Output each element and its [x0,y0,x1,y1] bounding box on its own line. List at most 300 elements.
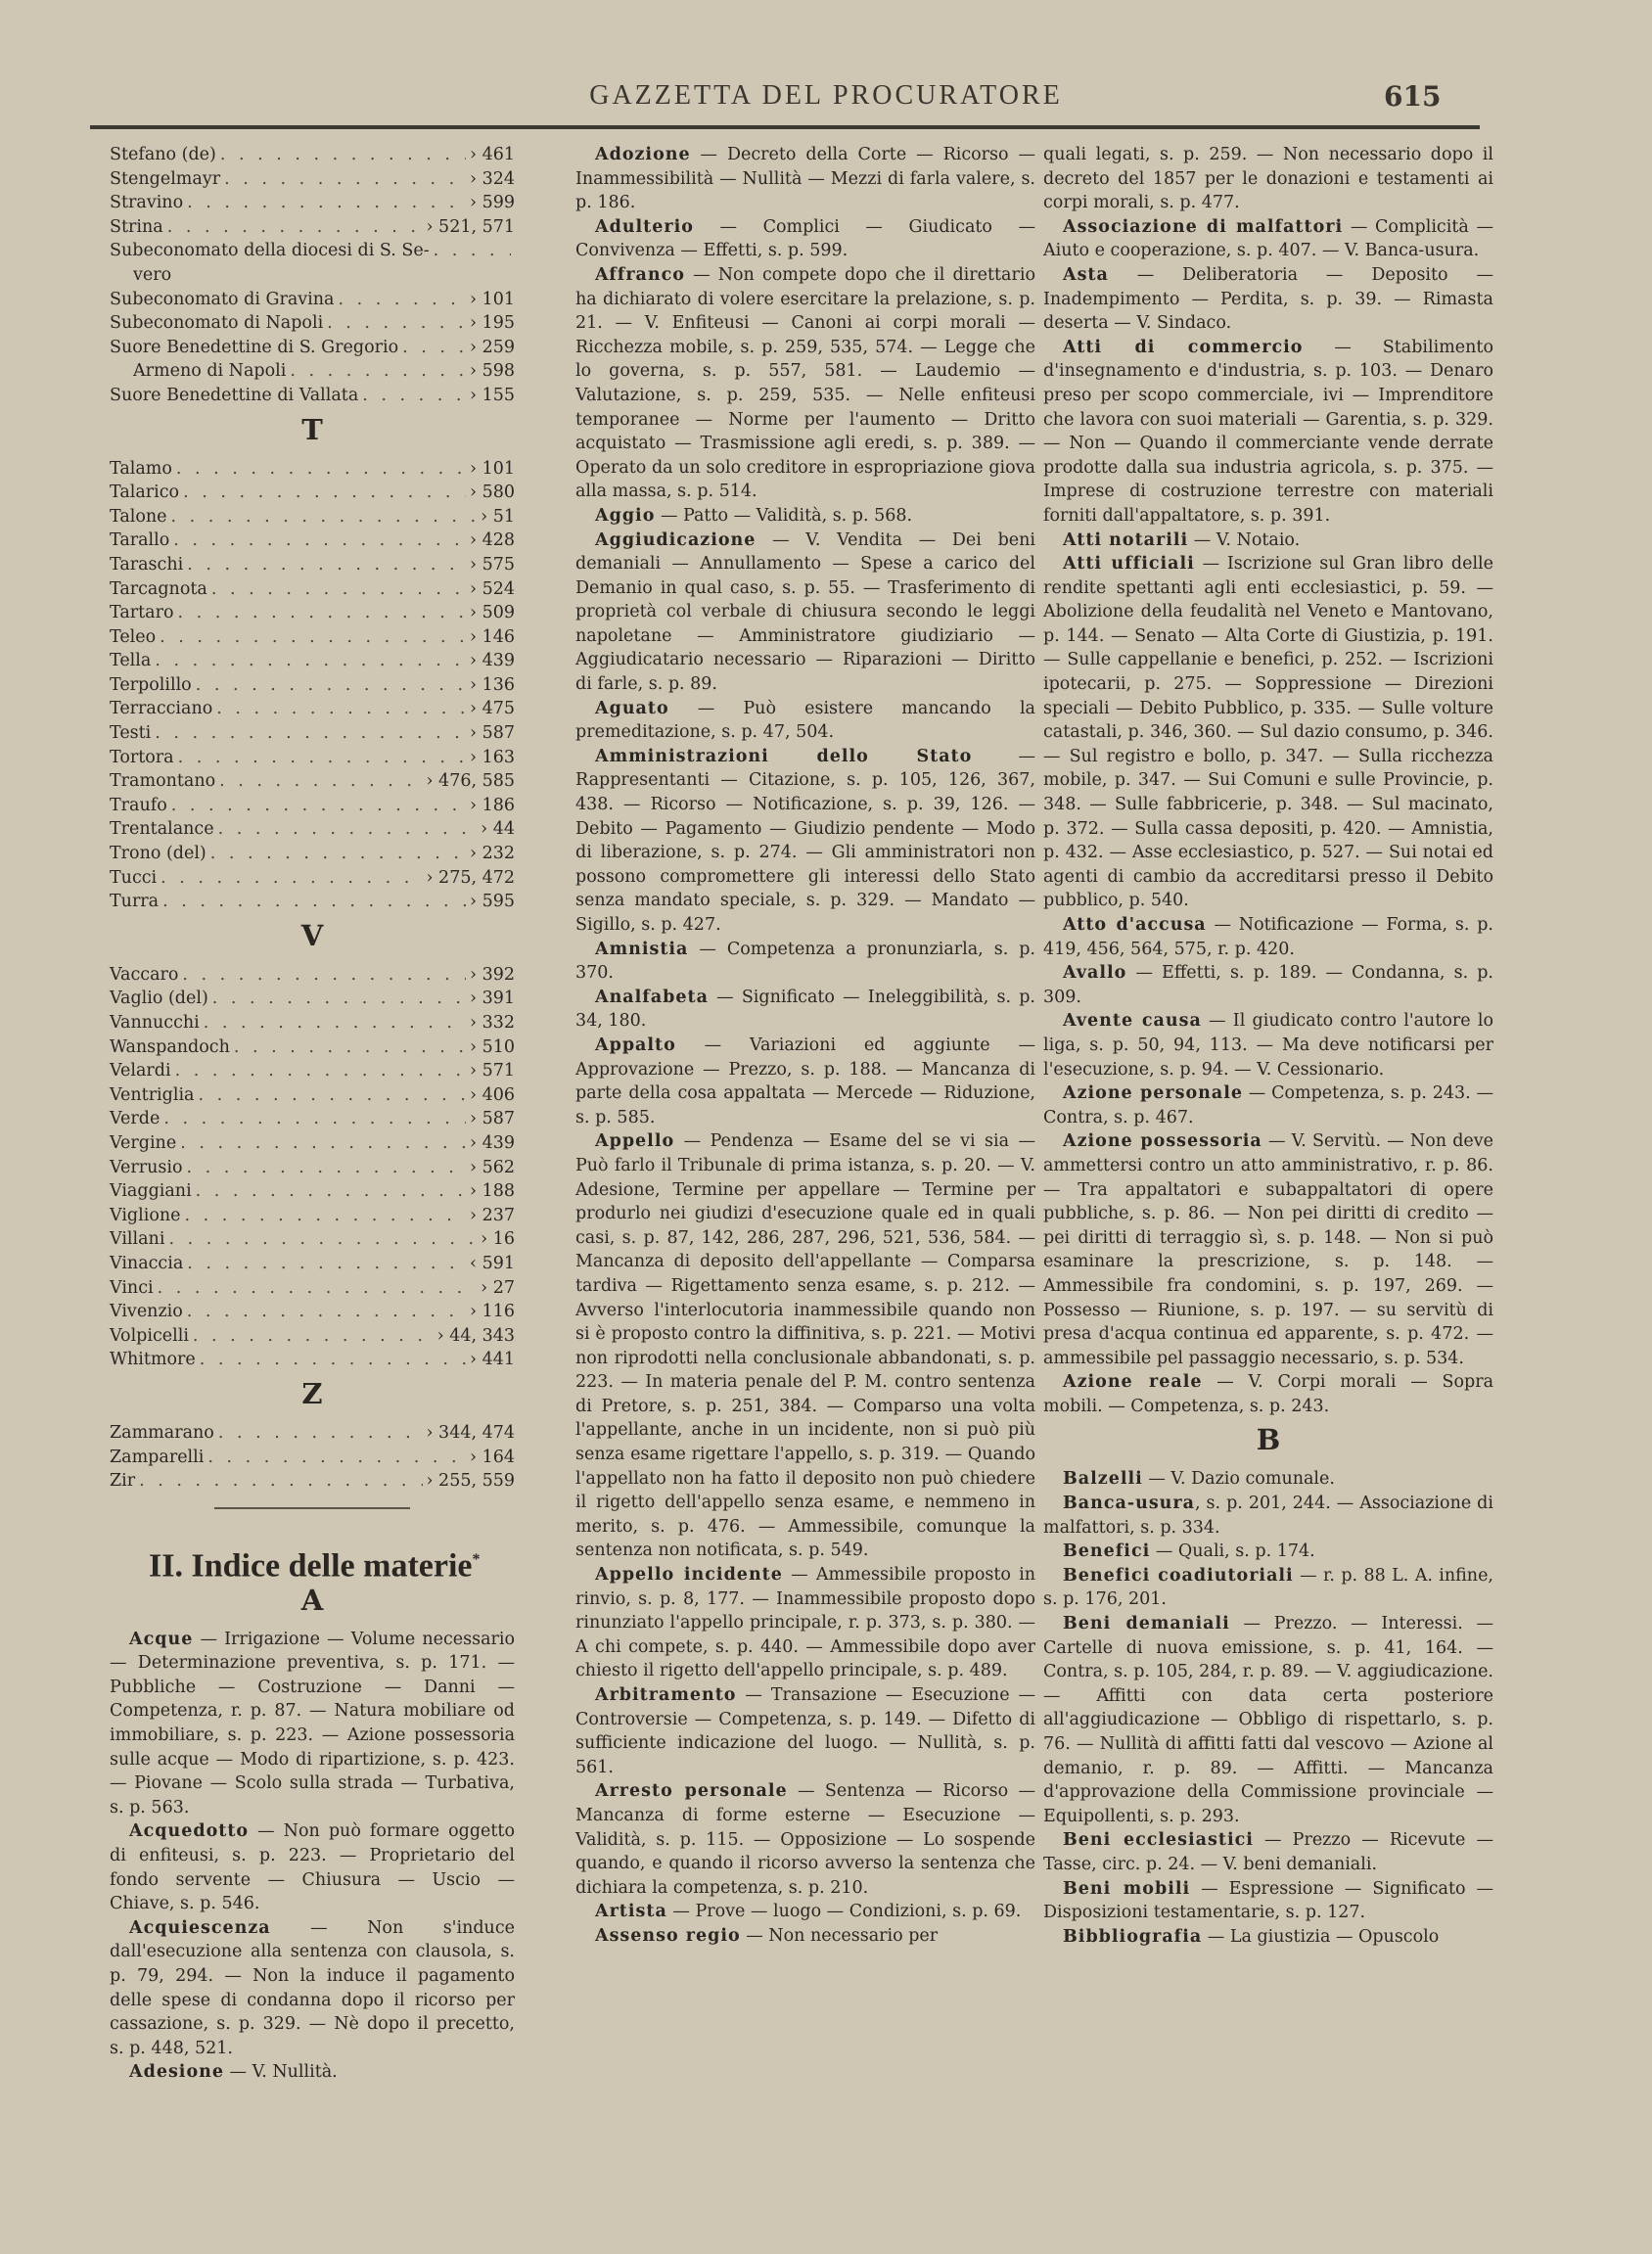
index-name: Armeno di Napoli [133,361,287,382]
leader-dots [210,842,466,866]
index-pages: › 232 [470,844,515,864]
subject-entry [1043,552,1493,913]
index-name: Verde [110,1109,161,1129]
index-name-continuation [110,359,515,384]
subject-text: — Notificazione — Forma, s. p. 419, 456, 564, 575, r. p. 420. [1043,915,1493,959]
name-index-row [110,601,515,625]
index-name: Talamo [110,458,172,479]
running-header-title: GAZZETTA DEL PROCURATORE [589,80,1063,111]
subject-text: — V. Nullità. [223,2062,338,2083]
index-name: Vinaccia [110,1253,184,1273]
index-name: Strina [110,216,163,237]
subject-entry [1043,1467,1493,1492]
index-pages: › 155 [470,385,515,405]
subject-entry [1043,1370,1493,1418]
subject-text: — Competenza, s. p. 243. — Contra, s. p. 467. [1043,1083,1493,1127]
section-title-text: II. Indice delle materie [149,1547,473,1585]
leader-dots [220,143,466,167]
index-name: Vannucchi [110,1013,200,1033]
leader-dots [204,1011,466,1035]
leader-dots [185,1204,467,1228]
index-name-continuation [110,263,515,288]
name-index-row [110,288,515,312]
index-pages: › 44 [481,819,515,840]
subject-text: — Non necessario per [740,1925,939,1946]
subject-keyword: Adulterio [595,216,694,237]
leader-dots [187,553,466,577]
subject-keyword: Aggiudicazione [595,529,757,550]
leader-dots [187,1156,467,1180]
index-name: Subeconomato della diocesi di S. Se- [110,241,430,261]
index-pages: › 562 [470,1157,515,1177]
subject-entry [575,745,1035,938]
name-index-row [110,1011,515,1035]
index-pages: › 188 [470,1181,515,1202]
subject-text: — Iscrizione sul Gran libro delle rendite spettanti agli enti ecclesiastici, p. 59. — Abolizione della feudalità nel Veneto e Mantovano, p. 144. — Senato — Alta Corte di Giustizia, p. 191. — Sulle cappellanie e benefici, p. 252. — Iscrizioni ipotecarii, p. 275. — Soppressione — Direzioni speciali — Debito Pubblico, p. 335. — Sulle volture catastali, p. 346, 360. — Sul dazio consumo, p. 346. — Sul registro e bollo, p. 347. — Sulla ricchezza mobile, p. 347. — Sui Comuni e sulle Provincie, p. 348. — Sulle fabbricerie, p. 348. — Sul macinato, p. 372. — Sulla cassa depositi, p. 420. — Amnistia, p. 432. — Asse ecclesiastico, p. 527. — Sui notai ed agenti di cambio da accreditarsi presso il Debito pubblico, p. 540. [1043,554,1493,911]
name-index-row [110,505,515,529]
name-index-row [110,529,515,553]
subject-text: — Decreto della Corte — Ricorso — Inammessibilità — Nullità — Mezzi di farla valere, s. p. 186. [575,145,1035,213]
index-pages: › 521, 571 [426,216,515,237]
subject-text: — r. p. 88 L. A. infine, s. p. 176, 201. [1043,1565,1493,1610]
subject-keyword: Atti ufficiali [1063,554,1195,575]
name-index-row [110,215,515,240]
subject-keyword: Atto d'accusa [1063,915,1207,935]
subject-text: , s. p. 201, 244. — Associazione di malfattori, s. p. 334. [1043,1494,1493,1538]
name-index-row [110,1107,515,1131]
subject-text: — Irrigazione — Volume necessario — Determinazione preventiva, s. p. 171. — Pubbliche — Costruzione — Danni — Competenza, r. p. 87. — Natura mobiliare od immobiliare, s. p. 223. — Azione possessoria sulle acque — Modo di ripartizione, s. p. 423. — Piovane — Scolo sulla strada — Turbativa, s. p. 563. [110,1629,515,1817]
subject-entry [1043,1925,1493,1950]
name-index-row [110,1179,515,1204]
letter-heading-a: A [300,1583,324,1617]
subject-keyword: Avallo [1063,963,1127,984]
leader-dots [183,481,466,505]
leader-dots [173,529,466,553]
leader-dots [160,625,466,650]
index-pages: › 259 [470,337,515,357]
subject-entry [575,697,1035,745]
subject-keyword: Arbitramento [595,1685,737,1705]
subject-entry [1043,336,1493,529]
index-name: Tucci [110,867,158,888]
index-name: Viglione [110,1205,181,1225]
index-pages: › 599 [470,193,515,213]
leader-dots [167,215,423,240]
subject-entries-col1 [110,1628,515,2085]
leader-dots [155,721,466,746]
subject-entry [1043,263,1493,336]
index-name: Taraschi [110,554,184,575]
index-name: Viaggiani [110,1181,192,1202]
leader-dots [362,384,466,408]
index-name: Volpicelli [110,1325,189,1346]
leader-dots [218,1421,423,1446]
index-pages: › 27 [481,1277,515,1298]
subject-text: — Stabilimento d'insegnamento e d'industria, s. p. 103. — Denaro preso per scopo commerciale, ivi — Imprenditore che lavora con suoi materiali — Garentia, s. p. 329. — Non — Quando il commerciante vende derrate prodotte dalla sua industria agricola, s. p. 375. — Imprese di costruzione terrestre con materiali forniti dall'appaltatore, s. p. 391. [1043,337,1493,526]
leader-dots [234,1035,466,1060]
index-name: Trono (del) [110,844,206,864]
name-index-row [110,817,515,842]
index-name: Stengelmayr [110,168,221,189]
leader-dots [168,1227,477,1252]
leader-dots [175,1059,466,1083]
index-pages: › 524 [470,578,515,599]
subject-entry [575,1129,1035,1563]
index-name: Subeconomato di Napoli [110,313,324,334]
name-index-row [110,866,515,891]
name-index-row [110,1252,515,1276]
subject-text: — Non compete dopo che il direttario ha dichiarato di volere esercitare la prelazione, s. p. 21. — V. Enfiteusi — Canoni ai corpi morali — Ricchezza mobile, s. p. 259, 535, 574. — Legge che lo governa, s. p. 557, 581. — Laudemio — Valutazione, s. p. 259, 535. — Nelle enfiteusi temporanee — Norme per l'aumento — Dritto acquistato — Trasmissione agli eredi, s. p. 389. — Operato da un solo creditore in espropriazione giova alla massa, s. p. 514. [575,264,1035,502]
leader-dots [161,866,422,891]
column-3 [1043,143,1493,1949]
index-pages: › 116 [470,1302,515,1322]
subject-entry [1043,913,1493,961]
index-pages: › 476, 585 [426,771,515,792]
section-title [149,1547,515,1585]
subject-text: — V. Notaio. [1188,529,1301,550]
index-pages: › 101 [470,458,515,479]
index-pages: › 275, 472 [426,867,515,888]
subject-text: — Rappresentanti — Citazione, s. p. 105, 126, 367, 438. — Ricorso — Notificazione, s. p. 39, 126. — Debito — Pagamento — Giudizio pendente — Modo di liberazione, s. p. 274. — Gli amministratori non possono compromettere gli interessi dello Stato senza mandato speciale, s. p. 329. — Mandato — Sigillo, s. p. 427. [575,746,1035,935]
page-number: 615 [1384,80,1442,113]
name-index-row [110,1059,515,1083]
subject-text: — Patto — Validità, s. p. 568. [655,505,913,526]
index-pages: › 391 [470,989,515,1009]
index-pages: › 598 [470,361,515,382]
subject-entry [1043,1564,1493,1612]
subject-keyword: Avente causa [1063,1011,1202,1032]
leader-dots [211,577,466,602]
name-index-row [110,577,515,602]
name-index-row [110,625,515,650]
subject-keyword: Bibbliografia [1063,1926,1203,1947]
index-name: Vergine [110,1132,177,1153]
leader-dots [193,1324,434,1349]
name-index-row [110,794,515,818]
index-name: Terpolillo [110,674,192,695]
index-name: Stravino [110,193,184,213]
subject-entries-col3 [1043,143,1493,1418]
leader-dots [139,1469,422,1494]
subject-entry [575,1779,1035,1900]
name-index-row [110,336,515,360]
index-name: Velardi [110,1061,171,1081]
index-pages: › 392 [470,964,515,985]
subject-keyword: Amministrazioni dello Stato [595,746,973,766]
index-pages: › 439 [470,1132,515,1153]
subject-keyword: Artista [595,1902,667,1922]
subject-entry [575,986,1035,1034]
index-pages: › 44, 343 [436,1325,515,1346]
index-name: Suore Benedettine di S. Gregorio [110,337,399,357]
subject-text: — Non s'induce dall'esecuzione alla sentenza con clausola, s. p. 79, 294. — Non la induce il pagamento delle spese di condanna dopo il ricorso per cassazione, s. p. 329. — Nè dopo il precetto, s. p. 448, 521. [110,1917,515,2058]
index-pages: › 587 [470,723,515,744]
subject-entry [110,2060,515,2085]
subject-entries-col2 [575,143,1035,1949]
index-name: Tarcagnota [110,578,207,599]
subject-entry [110,1628,515,1820]
leader-dots [187,191,466,215]
leader-dots [187,1252,466,1276]
subject-keyword: Asta [1063,264,1109,285]
subject-text: — La giustizia — Opuscolo [1202,1926,1440,1947]
name-index-row [110,697,515,721]
leader-dots [219,769,422,794]
subject-text: — Sentenza — Ricorso — Mancanza di forme esterne — Esecuzione — Validità, s. p. 115. — Opposizione — Lo sospende quando, e quando il ricorso avverso la sentenza che dichiara la competenza, s. p. 210. [575,1781,1035,1898]
subject-keyword: Benefici coadiutoriali [1063,1565,1294,1586]
subject-keyword: Aggio [595,505,656,526]
name-list-s [110,143,515,408]
name-index-row [110,1348,515,1372]
subject-text: — Prezzo — Ricevute — Tasse, circ. p. 24. — V. beni demaniali. [1043,1830,1494,1874]
subject-entry [575,215,1035,263]
subject-entry [1043,961,1493,1009]
index-name: Talarico [110,483,180,503]
subject-entry [575,938,1035,986]
letter-heading-b: B [1256,1423,1281,1457]
name-index-row [110,987,515,1011]
name-index-row [110,1324,515,1349]
subject-keyword: Affranco [595,264,685,285]
subject-entry [575,1683,1035,1779]
subject-text: — Prove — luogo — Condizioni, s. p. 69. [666,1902,1022,1922]
subject-keyword: Appalto [595,1035,676,1055]
name-index-row [110,1156,515,1180]
subject-text: — Effetti, s. p. 189. — Condanna, s. p. 309. [1043,963,1493,1007]
index-name: Zamparelli [110,1447,205,1467]
subject-entry [575,1900,1035,1924]
subject-text: — Può esistere mancando la premeditazione, s. p. 47, 504. [575,698,1035,743]
name-index-row [110,1083,515,1108]
name-index-row [110,1131,515,1156]
leader-dots [162,890,466,914]
leader-dots [180,1131,466,1156]
leader-dots [176,457,466,482]
index-name: Whitmore [110,1350,196,1370]
column-2 [575,143,1035,1949]
name-index-row [110,1276,515,1301]
subject-keyword: Benefici [1063,1541,1151,1562]
subject-keyword: Associazione di malfattori [1063,216,1344,237]
index-name: Villani [110,1229,165,1250]
subject-text: — Complici — Giudicato — Convivenza — Effetti, s. p. 599. [575,216,1035,261]
index-name: Testi [110,723,152,744]
subject-entry [1043,1828,1493,1876]
name-index-row [110,1469,515,1494]
subject-keyword: Adozione [595,145,691,164]
index-name: Stefano (de) [110,145,216,164]
index-pages: › 101 [470,289,515,309]
index-name: Tartaro [110,603,174,623]
subject-keyword: Adesione [129,2062,224,2083]
subject-text: — V. Vendita — Dei beni demaniali — Annullamento — Spese a carico del Demanio in qual caso, s. p. 55. — Trasferimento di proprietà col verbale di chiusura secondo le leggi napoletane — Amministratore giudiziario — Aggiudicatario necessario — Riparazioni — Diritto di farle, s. p. 89. [575,529,1035,695]
name-index-row [110,384,515,408]
subject-text: — Deliberatoria — Deposito — Inadempimento — Perdita, s. p. 39. — Rimasta deserta — V. Sindaco. [1043,264,1493,334]
index-name: Tortora [110,747,174,767]
name-index-row [110,167,515,192]
leader-dots [171,505,478,529]
subject-text: quali legati, s. p. 259. — Non necessario dopo il decreto del 1857 per le donazioni e testamenti ai corpi morali, s. p. 477. [1043,145,1493,213]
subject-entry [1043,529,1493,553]
leader-dots [177,601,466,625]
index-pages: › 146 [470,626,515,647]
index-name: Zammarano [110,1422,214,1443]
index-pages: › 428 [470,530,515,551]
index-name: Trentalance [110,819,214,840]
subject-entry [575,529,1035,697]
leader-dots [327,311,466,336]
index-name: Zir [110,1471,136,1492]
subject-text: — Non può formare oggetto di enfiteusi, s. p. 223. — Proprietario del fondo servente — Chiusura — Uscio — Chiave, s. p. 546. [110,1821,515,1914]
name-index-row [110,1227,515,1252]
subject-text: — Variazioni ed aggiunte — Approvazione — Prezzo, s. p. 188. — Mancanza di parte della cosa appaltata — Mercede — Riduzione, s. p. 585. [575,1035,1035,1127]
name-index-row [110,1421,515,1446]
index-pages: › 509 [470,603,515,623]
subject-entry [110,1819,515,1915]
name-index-row [110,191,515,215]
index-name: Verrusio [110,1157,183,1177]
index-pages: › 510 [470,1036,515,1057]
index-name: Vinci [110,1277,154,1298]
index-name: Talone [110,506,167,527]
subject-keyword: Balzelli [1063,1469,1143,1490]
leader-dots [216,697,466,721]
leader-dots [200,1348,466,1372]
index-name: Tramontano [110,771,216,792]
leader-dots [196,1179,466,1204]
index-name: Terracciano [110,699,213,719]
index-pages: › 51 [481,506,515,527]
subject-keyword: Beni mobili [1063,1878,1191,1899]
name-index-row [110,746,515,770]
name-index-row [110,963,515,988]
subject-keyword: Acquiescenza [129,1917,271,1938]
name-index-row [110,842,515,866]
index-pages: › 461 [470,145,515,164]
name-list-z [110,1421,515,1494]
subject-text: — Competenza a pronunziarla, s. p. 370. [575,939,1035,984]
subject-keyword: Appello [595,1131,675,1152]
subject-keyword: Beni demaniali [1063,1614,1230,1634]
subject-text: — Prezzo. — Interessi. — Cartelle di nuova emissione, s. p. 41, 164. — Contra, s. p. 105, 284, r. p. 89. — V. aggiudicazione. — Affitti con data certa posteriore all'aggiudicazione — Obbligo di rispettarlo, s. p. 76. — Nullità di affitti fatti dal vescovo — Azione al demanio, r. p. 89. — Affitti. — Mancanza d'approvazione della Commissione provinciale — Equipollenti, s. p. 293. [1043,1614,1493,1826]
index-pages: › 580 [470,483,515,503]
leader-dots [224,167,466,192]
name-list-t [110,457,515,914]
name-index-row [110,890,515,914]
section-divider [214,1507,410,1509]
index-pages: › 332 [470,1013,515,1033]
subject-entry [1043,215,1493,263]
index-name: Subeconomato di Gravina [110,289,335,309]
index-pages: › 16 [481,1229,515,1250]
leader-dots [198,1083,466,1108]
index-pages: › 163 [470,747,515,767]
index-pages: › 441 [470,1350,515,1370]
subject-entry [1043,1492,1493,1540]
index-pages: › 406 [470,1084,515,1105]
leader-dots [178,746,466,770]
index-pages: › 136 [470,674,515,695]
subject-text: — V. Dazio comunale. [1142,1469,1335,1490]
subject-keyword: Aguato [595,698,669,718]
subject-entry [1043,1081,1493,1129]
subject-entry [575,143,1035,215]
index-pages: › 439 [470,651,515,671]
leader-dots [187,1300,466,1324]
name-index-row [110,143,515,167]
subject-keyword: Atti di commercio [1063,337,1304,357]
leader-dots [158,1276,478,1301]
letter-heading-z: Z [301,1376,323,1410]
index-pages: › 186 [470,795,515,815]
subject-text: — Pendenza — Esame del se vi sia — Può farlo il Tribunale di prima istanza, s. p. 20. — V. Adesione, Termine per appellare — Termine per produrlo nei giudizi d'esecuzione quale ed in quali casi, s. p. 87, 142, 286, 287, 296, 521, 536, 584. — Mancanza di deposito dell'appellante — Comparsa tardiva — Rigettamento senza esame, s. p. 212. — Avverso l'interlocutoria inammessibile quando non si è proposto contro la diffinitiva, s. p. 221. — Motivi non riprodotti nella conclusionale abbandonati, s. p. 223. — In materia penale del P. M. contro sentenza di Pretore, s. p. 251, 384. — Comparso una volta l'appellante, anche in un incidente, non si può più senza esame rigettare l'appello, s. p. 319. — Quando l'appellato non ha fatto il deposito non può chiedere il rigetto dell'appello senza esame, e nemmeno in merito, s. p. 476. — Ammessibile, comunque la sentenza non notificata, s. p. 549. [575,1131,1035,1561]
subject-text: — V. Corpi morali — Sopra mobili. — Competenza, s. p. 243. [1043,1372,1494,1416]
name-index-row [110,1035,515,1060]
leader-dots [155,649,466,673]
subject-text: — Ammessibile proposto in rinvio, s. p. 8, 177. — Inammessibile proposto dopo rinunziato l'appello principale, r. p. 373, s. p. 380. — A chi compete, s. p. 440. — Ammessibile dopo aver chiesto il rigetto dell'appello principale, s. p. 489. [575,1565,1035,1681]
subject-keyword: Acque [129,1629,194,1649]
index-name: Tella [110,651,152,671]
name-index-row [110,769,515,794]
subject-entry [1043,1540,1493,1564]
leader-dots [402,336,466,360]
leader-dots [182,963,466,988]
leader-dots [218,817,478,842]
index-pages: › 324 [470,168,515,189]
leader-dots [196,673,466,698]
name-index-row [110,457,515,482]
subject-keyword: Atti notarili [1063,529,1189,550]
subject-keyword: Azione reale [1063,1372,1203,1393]
index-name: Vaglio (del) [110,989,208,1009]
subject-text: — Espressione — Significato — Disposizioni testamentarie, s. p. 127. [1043,1878,1493,1923]
name-index-row [110,673,515,698]
subject-text: — Transazione — Esecuzione — Controversie — Competenza, s. p. 149. — Difetto di sufficiente indicazione del luogo. — Nullità, s. p. 561. [575,1685,1035,1777]
letter-heading-t: T [301,412,323,446]
subject-keyword: Azione personale [1063,1083,1243,1104]
name-list-v [110,963,515,1372]
column-1 [110,143,515,2085]
name-index-row [110,481,515,505]
subject-entry [1043,1612,1493,1828]
index-name: Wanspandoch [110,1036,230,1057]
index-pages: › 255, 559 [426,1471,515,1492]
index-pages: › 587 [470,1109,515,1129]
leader-dots [434,239,511,263]
subject-keyword: Amnistia [595,939,689,959]
name-index-row [110,1300,515,1324]
subject-text: — Significato — Ineleggibilità, s. p. 34, 180. [575,987,1035,1032]
letter-heading-v: V [300,918,324,952]
index-name: Tarallo [110,530,170,551]
name-index-row [110,239,515,263]
index-pages: › 595 [470,892,515,912]
subject-entry [110,1916,515,2061]
subject-entry [575,1034,1035,1129]
subject-keyword: Arresto personale [595,1781,788,1802]
subject-text: — V. Servitù. — Non deve ammettersi contro un atto amministrativo, r. p. 86. — Tra appaltatori e subappaltatori di opere pubbliche, s. p. 86. — Non pei diritti di credito — pei diritti di terraggio sì, s. p. 148. — Non si può esaminare la prescrizione, s. p. 148. — Ammessibile fra condomini, s. p. 197, 269. — Possesso — Riunione, s. p. 197. — su servitù di presa d'acqua continua ed apparente, s. p. 472. — ammessibile pel passaggio necessario, s. p. 534. [1043,1131,1493,1368]
index-pages: › 195 [470,313,515,334]
subject-text: — Complicità — Aiuto e cooperazione, s. p. 407. — V. Banca-usura. [1043,216,1493,261]
subject-keyword: Azione possessoria [1063,1131,1262,1152]
subject-entry [1043,1877,1493,1925]
index-pages: › 237 [470,1205,515,1225]
index-name: Turra [110,892,160,912]
subject-keyword: Appello incidente [595,1565,783,1586]
index-pages: › 344, 474 [426,1422,515,1443]
index-pages: › 475 [470,699,515,719]
index-pages: ‹ 591 [470,1253,515,1273]
